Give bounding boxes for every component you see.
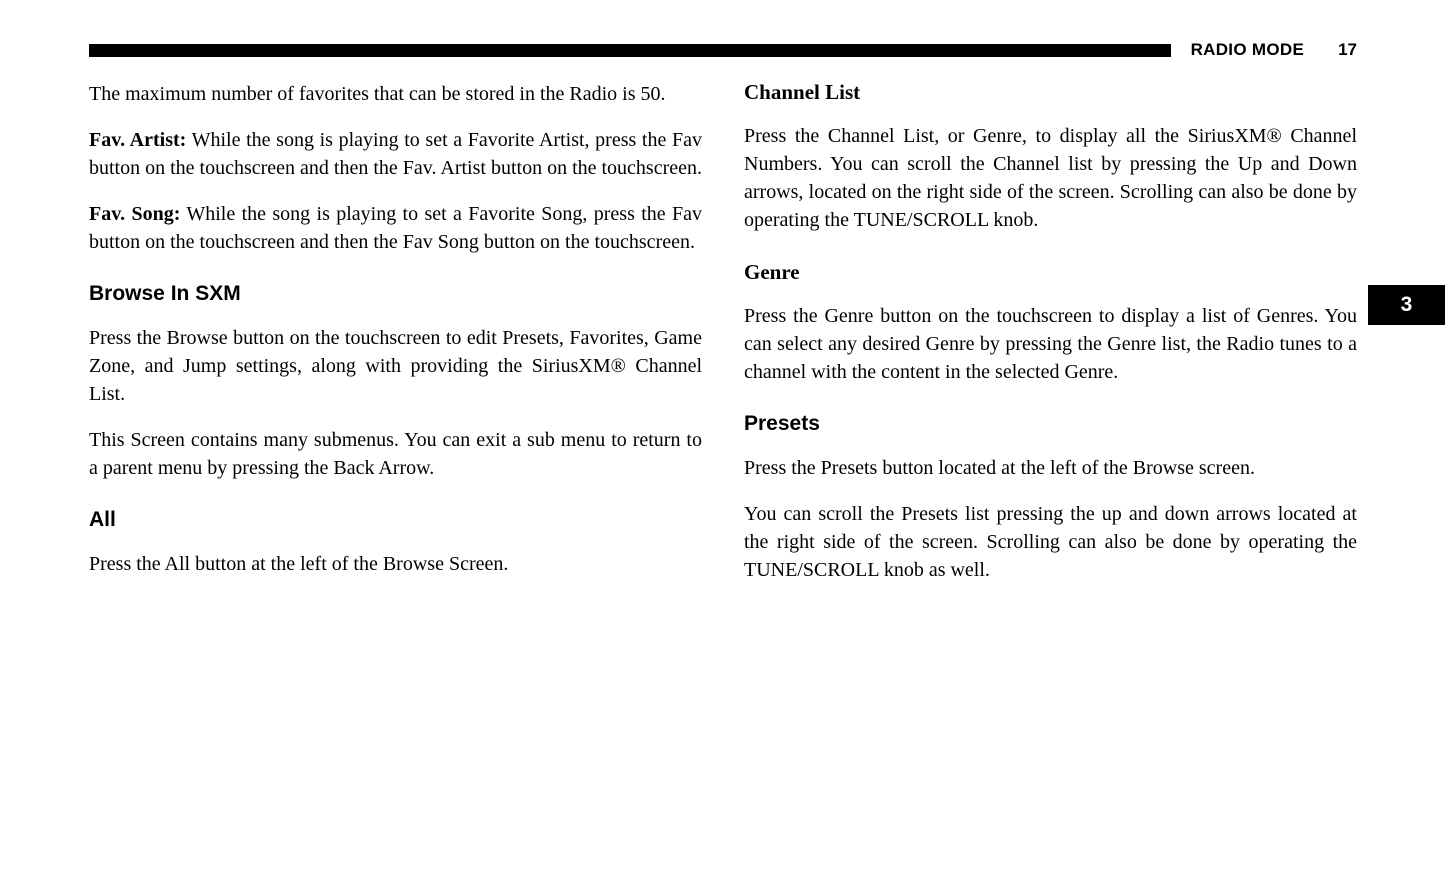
section-tab-label: 3 xyxy=(1400,293,1413,316)
paragraph-browse-1: Press the Browse button on the touchscreen to edit Presets, Favorites, Game Zone, and Jump settings, along with providing the SiriusXM® Channel List. xyxy=(89,327,702,405)
right-column xyxy=(744,80,1357,584)
paragraph-channel-list: Press the Channel List, or Genre, to display all the SiriusXM® Channel Numbers. You can scroll the Channel list by pressing the Up and Down arrows, located on the right side of the screen. Scrolling can also be done by operating the TUNE/SCROLL knob. xyxy=(744,125,1357,231)
left-column xyxy=(89,80,702,578)
fav-song-lead: Fav. Song: xyxy=(89,203,181,225)
heading-browse-in-sxm: Browse In SXM xyxy=(89,282,241,305)
section-tab xyxy=(1368,285,1445,325)
fav-artist-lead: Fav. Artist: xyxy=(89,129,187,151)
fav-artist-text: While the song is playing to set a Favorite Artist, press the Fav button on the touchscreen and then the Fav. Artist button on the touchscreen. xyxy=(89,129,703,179)
header-section-label: RADIO MODE xyxy=(1190,40,1305,59)
paragraph-presets-2: You can scroll the Presets list pressing the up and down arrows located at the right side of the screen. Scrolling can also be done by operating the TUNE/SCROLL knob as well. xyxy=(744,503,1357,581)
paragraph-browse-2: This Screen contains many submenus. You can exit a sub menu to return to a parent menu by pressing the Back Arrow. xyxy=(89,429,702,479)
header-page-number: 17 xyxy=(1338,40,1357,59)
heading-genre: Genre xyxy=(744,260,800,284)
paragraph-genre: Press the Genre button on the touchscreen to display a list of Genres. You can select any desired Genre by pressing the Genre list, the Radio tunes to a channel with the content in the selected Genre. xyxy=(744,305,1357,383)
fav-song-text: While the song is playing to set a Favorite Song, press the Fav button on the touchscreen and then the Fav Song button on the touchscreen. xyxy=(89,203,702,253)
heading-channel-list: Channel List xyxy=(744,80,861,104)
paragraph-all: Press the All button at the left of the Browse Screen. xyxy=(89,553,509,575)
header-rule xyxy=(89,44,1171,57)
heading-all: All xyxy=(89,508,116,531)
page-header xyxy=(89,40,1357,60)
paragraph-presets-1: Press the Presets button located at the left of the Browse screen. xyxy=(744,457,1255,479)
paragraph-fav-artist xyxy=(89,126,702,182)
heading-presets: Presets xyxy=(744,412,820,435)
paragraph-favorites-max: The maximum number of favorites that can be stored in the Radio is 50. xyxy=(89,83,666,105)
paragraph-fav-song xyxy=(89,200,702,256)
